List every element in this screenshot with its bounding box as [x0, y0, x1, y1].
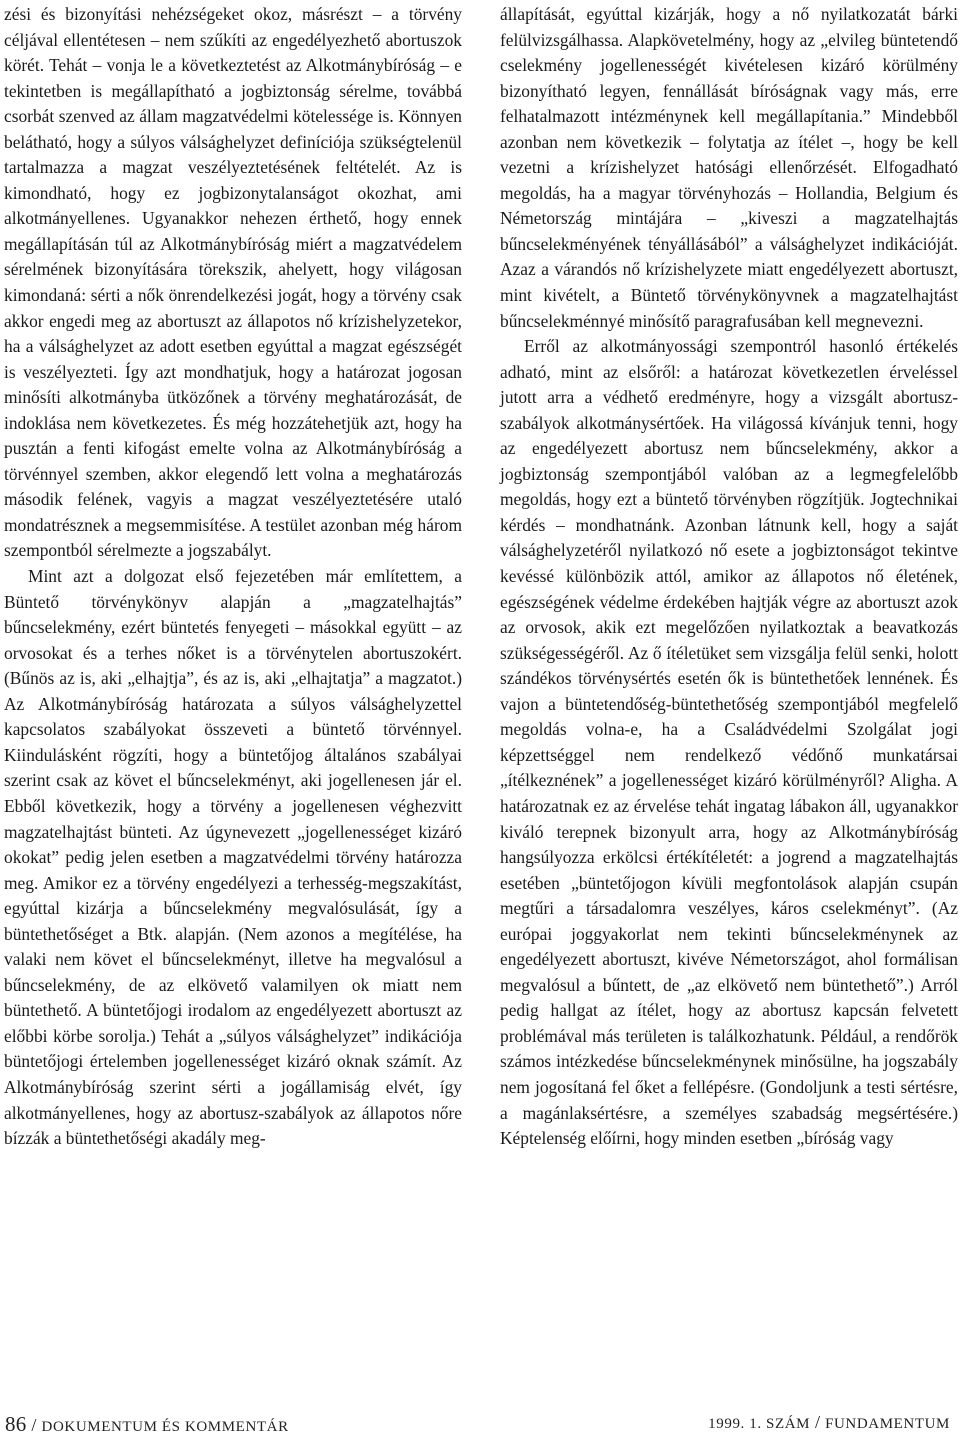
paragraph: zési és bizonyítási nehézségeket okoz, másrészt – a törvény céljával ellentétesen – nem szűkíti az engedélyezhető abortuszok körét. Tehát – vonja le a következtetést az Alkotmánybíróság – e tekintetben is megállapítható a jogbiztonság sérelme, továbbá csorbát szenved az állam magzatvédelmi kötelessége is. Könnyen belátható, hogy a súlyos válsághelyzet definíciója szükségtelenül tartalmazza a magzat veszélyeztetésének feltételét. Az is kimondható, hogy ez jogbizonytalanságot okozhat, ami alkotmányellenes. Ugyanakkor nehezen érthető, hogy ennek megállapításán túl az Alkotmánybíróság miért a magzatvédelem sérelmének bizonyítására törekszik, ahelyett, hogy világosan kimondaná: sérti a nők önrendelkezési jogát, hogy a törvény csak akkor engedi meg az abortuszt az állapotos nő krízishelyzetekor, ha a válsághelyzet az adott esetben egyúttal a magzat egészségét is veszélyezteti. Így azt mondhatjuk, hogy a határozat jogosan minősíti alkotmányba ütközőnek a törvény meghatározását, de indoklása nem következetes. És még hozzátehetjük azt, hogy ha pusztán a fenti kifogást emelte volna az Alkotmánybíróság a törvénnyel szemben, akkor elegendő lett volna a meghatározás második felének, vagyis a magzat veszélyeztetésére utaló mondatrésznek a megsemmisítése. A testület azonban még három szempontból sérelmezte a jogszabályt. [4, 4, 462, 561]
page-number: 86 [5, 1412, 27, 1436]
footer-separator: / [814, 1412, 821, 1432]
paragraph: Erről az alkotmányossági szempontról hasonló értékelés adható, mint az elsőről: a határozat következetlen érveléssel jutott arra a védhető eredményre, hogy a vizsgált abortusz-szabályok alkotmánysértőek. Ha világossá kívánjuk tenni, hogy az engedélyezett abortusz nem bűncselekmény, akkor a jogbiztonság szempontjából valóban az a legmegfelelőbb megoldás, hogy ezt a büntető törvényben rögzítjük. Jogtechnikai kérdés – mondhatnánk. Azonban látnunk kell, hogy a saját válsághelyzetéről nyilatkozó nő esete a jogbiztonságot tekintve kevéssé különbözik attól, amikor az állapotos nő életének, egészségének védelme érdekében hajtják végre az abortuszt azok az orvosok, akik ezt megelőzően nyilatkoztak a beavatkozás szükségességéről. Az ő ítéletüket sem vizsgálja felül senki, holott szándékos törvénysértés esetén ők is büntethetőek lennének. És vajon a büntetendőség-büntethetőség szempontjából megfelelő megoldás volna-e, ha a Családvédelmi Szolgálat jogi képzettséggel nem rendelkező védőnő munkatársai „ítélkeznének” a jogellenességet kizáró körülményről? Aligha. A határozatnak ez az érvelése tehát ingatag lábakon áll, ugyanakkor kiváló terepnek bizonyult arra, hogy az Alkotmánybíróság hangsúlyozza erkölcsi értékítéletét: a jogrend a magzatelhajtás esetében „büntetőjogon kívüli megfontolások alapján csupán megtűri a társadalomra veszélyes, káros cselekményt”. (Az európai joggyakorlat nem tekinti bűncselekménynek az engedélyezett abortuszt, kivéve Németországot, ahol formálisan megvalósul a bűntett, de „az elkövető nem büntethető”.) Arról pedig hallgat az ítélet, hogy az abortusz kapcsán felvetett problémával más területen is találkozhatunk. Például, a rendőrök számos intézkedése bűncselekménynek minősülne, ha jogszabály nem jogosítaná fel őket a fellépésre. (Gondoljunk a testi sértésre, a magánlaksértésre, a személyes szabadság megsértésére.) Képtelenség előírni, hogy minden esetben „bíróság vagy [500, 336, 958, 1149]
left-column [4, 2, 462, 1152]
paragraph: állapítását, egyúttal kizárják, hogy a nő nyilatkozatát bárki felülvizsgálhassa. Alapkövetelmény, hogy az „elvileg büntetendő cselekmény jogellenességét kivételesen kizáró körülmény bizonyítható legyen, fennállását bíróságnak vagy más, erre felhatalmazott intézménynek kell megállapítania.” Mindebből azonban nem következik – folytatja az ítélet –, hogy be kell vezetni a krízishelyzet hatósági ellenőrzését. Elfogadható megoldás, ha a magyar törvényhozás – Hollandia, Belgium és Németország mintájára – „kiveszi a magzatelhajtás bűncselekményének tényállásából” a válsághelyzet indikációját. Azaz a várandós nő krízishelyzete miatt engedélyezett abortuszt, mint kivételt, a Büntető törvénykönyvnek a magzatelhajtást bűncselekménnyé minősítő paragrafusában kell megnevezni. [500, 4, 958, 331]
running-footer-right [708, 1412, 950, 1433]
journal-name: FUNDAMENTUM [825, 1416, 950, 1432]
issue-label: 1999. 1. SZÁM [708, 1416, 811, 1432]
section-title: DOKUMENTUM ÉS KOMMENTÁR [41, 1419, 289, 1435]
paragraph: Mint azt a dolgozat első fejezetében már említettem, a Büntető törvénykönyv alapján a „magzatelhajtás” bűncselekmény, ezért büntetés fenyegeti – másokkal együtt – az orvosokat és a terhes nőket is a törvénytelen abortuszokért. (Bűnös az is, aki „elhajtja”, és az is, aki „elhajtatja” a magzatot.) Az Alkotmánybíróság határozata a súlyos válsághelyzettel kapcsolatos szabályokat összeveti a büntető törvénnyel. Kiindulásként rögzíti, hogy a büntetőjog általános szabályai szerint csak az követ el bűncselekményt, aki jogellenesen jár el. Ebből következik, hogy a törvény a jogellenesen véghezvitt magzatelhajtást bünteti. Az úgynevezett „jogellenességet kizáró okokat” pedig jelen esetben a magzatvédelmi törvény határozza meg. Amikor ez a törvény engedélyezi a terhesség-megszakítást, egyúttal kizárja a bűncselekmény megvalósulását, így a büntethetőséget a Btk. alapján. (Nem azonos a megítélése, ha valaki nem követ el bűncselekményt, illetve ha megvalósul a bűncselekmény, de az elkövető valamilyen ok miatt nem büntethető. A büntetőjogi irodalom az engedélyezett abortuszt az előbbi körbe sorolja.) Tehát a „súlyos válsághelyzet” indikációja büntetőjogi értelemben jogellenességet kizáró oknak számít. Az Alkotmánybíróság szerint sérti a jogállamiság elvét, így alkotmányellenes, hogy az abortusz-szabályok az állapotos nőre bízzák a büntethetőségi akadály meg- [4, 566, 462, 1149]
right-column [500, 2, 958, 1152]
footer-separator: / [31, 1415, 37, 1435]
running-footer-left [5, 1412, 289, 1437]
